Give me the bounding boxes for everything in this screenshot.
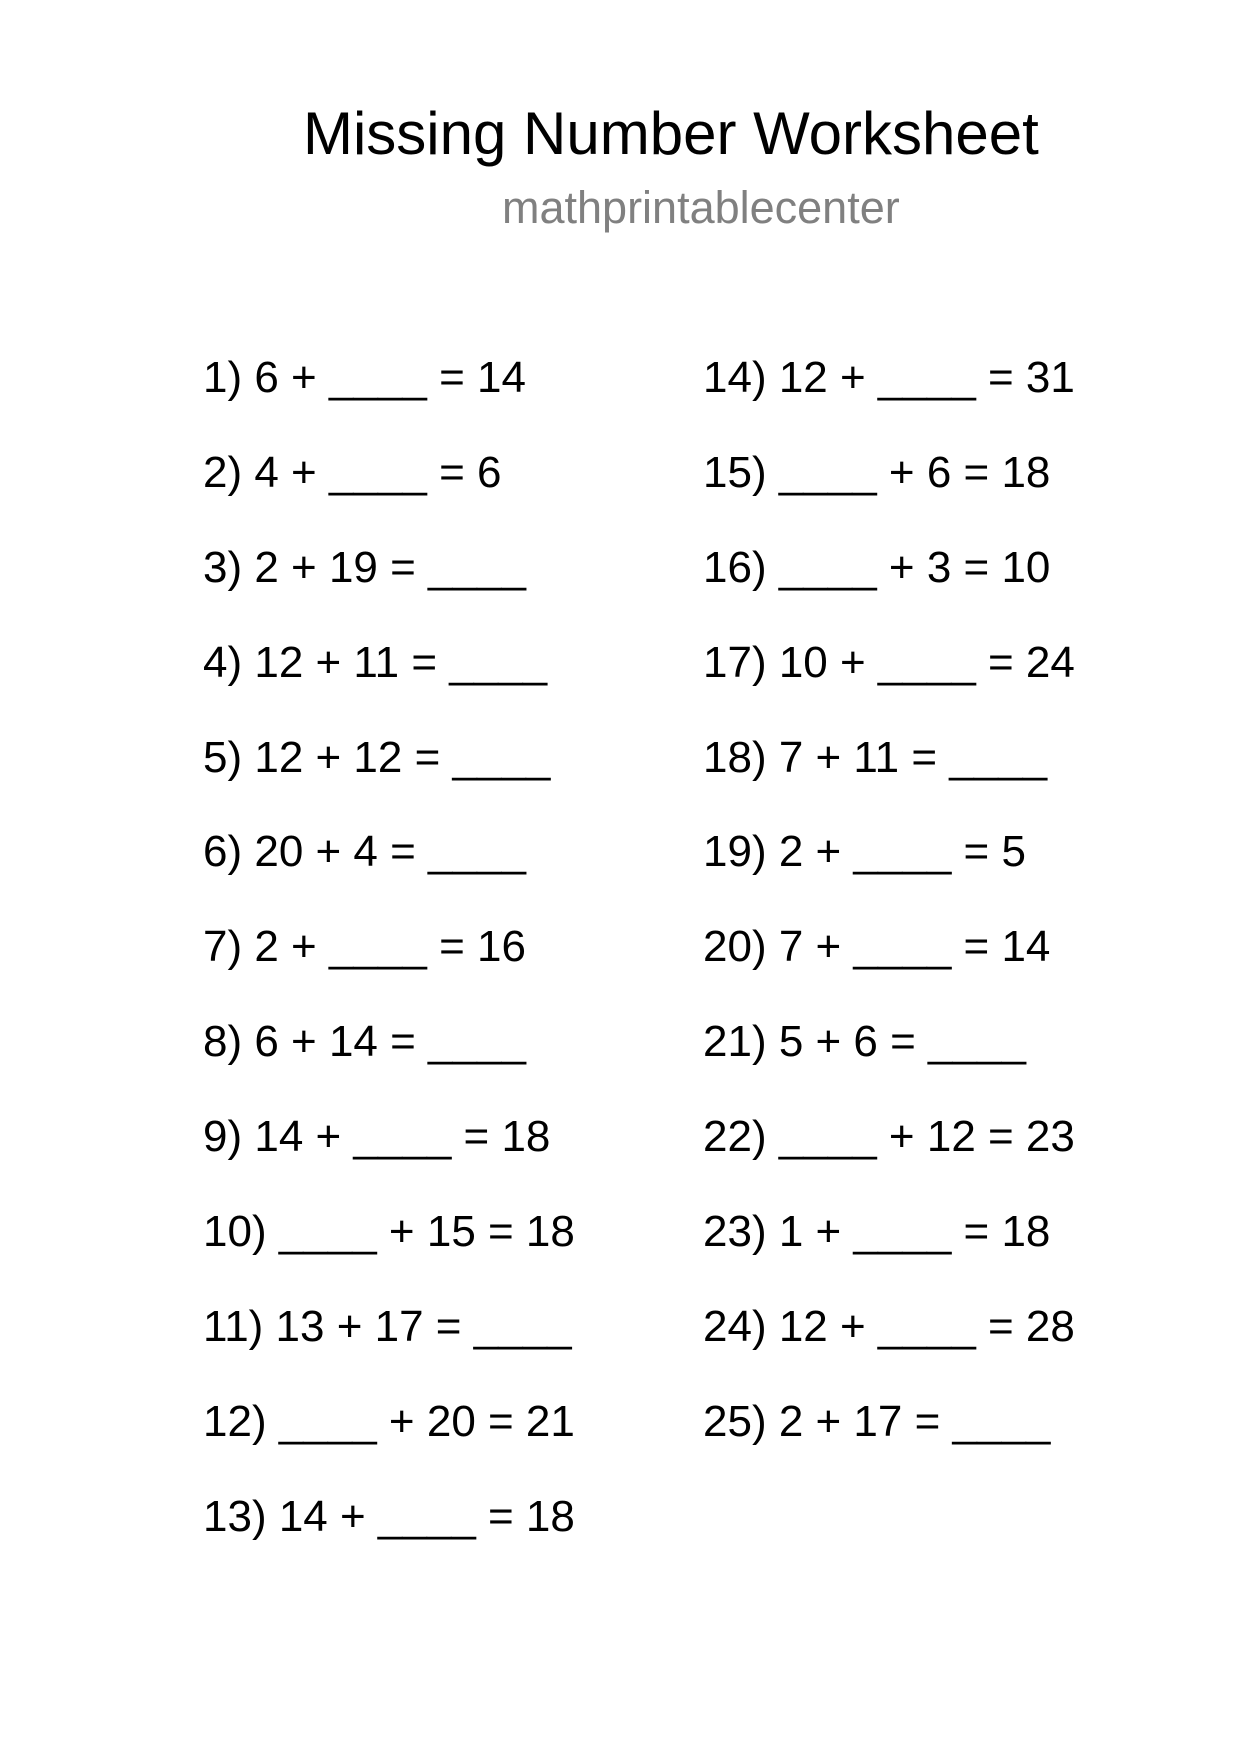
problem-15: 15) ____ + 6 = 18 [703, 448, 1051, 497]
problem-17: 17) 10 + ____ = 24 [703, 638, 1075, 687]
problem-1: 1) 6 + ____ = 14 [203, 353, 526, 402]
worksheet-title: Missing Number Worksheet [303, 100, 1039, 167]
problem-25: 25) 2 + 17 = ____ [703, 1397, 1051, 1446]
problem-4: 4) 12 + 11 = ____ [203, 638, 548, 687]
problem-19: 19) 2 + ____ = 5 [703, 827, 1026, 876]
problem-2: 2) 4 + ____ = 6 [203, 448, 502, 497]
problem-7: 7) 2 + ____ = 16 [203, 922, 526, 971]
problem-10: 10) ____ + 15 = 18 [203, 1207, 575, 1256]
problem-18: 18) 7 + 11 = ____ [703, 733, 1048, 782]
problem-21: 21) 5 + 6 = ____ [703, 1017, 1026, 1066]
problem-22: 22) ____ + 12 = 23 [703, 1112, 1075, 1161]
problem-20: 20) 7 + ____ = 14 [703, 922, 1051, 971]
problem-12: 12) ____ + 20 = 21 [203, 1397, 575, 1446]
worksheet-source: mathprintablecenter [502, 182, 900, 233]
problem-24: 24) 12 + ____ = 28 [703, 1302, 1075, 1351]
problem-13: 13) 14 + ____ = 18 [203, 1492, 575, 1541]
problem-11: 11) 13 + 17 = ____ [203, 1302, 572, 1351]
problem-8: 8) 6 + 14 = ____ [203, 1017, 526, 1066]
problem-9: 9) 14 + ____ = 18 [203, 1112, 551, 1161]
problem-5: 5) 12 + 12 = ____ [203, 733, 551, 782]
problem-6: 6) 20 + 4 = ____ [203, 827, 526, 876]
problem-16: 16) ____ + 3 = 10 [703, 543, 1051, 592]
problem-3: 3) 2 + 19 = ____ [203, 543, 526, 592]
problem-23: 23) 1 + ____ = 18 [703, 1207, 1051, 1256]
problem-14: 14) 12 + ____ = 31 [703, 353, 1075, 402]
